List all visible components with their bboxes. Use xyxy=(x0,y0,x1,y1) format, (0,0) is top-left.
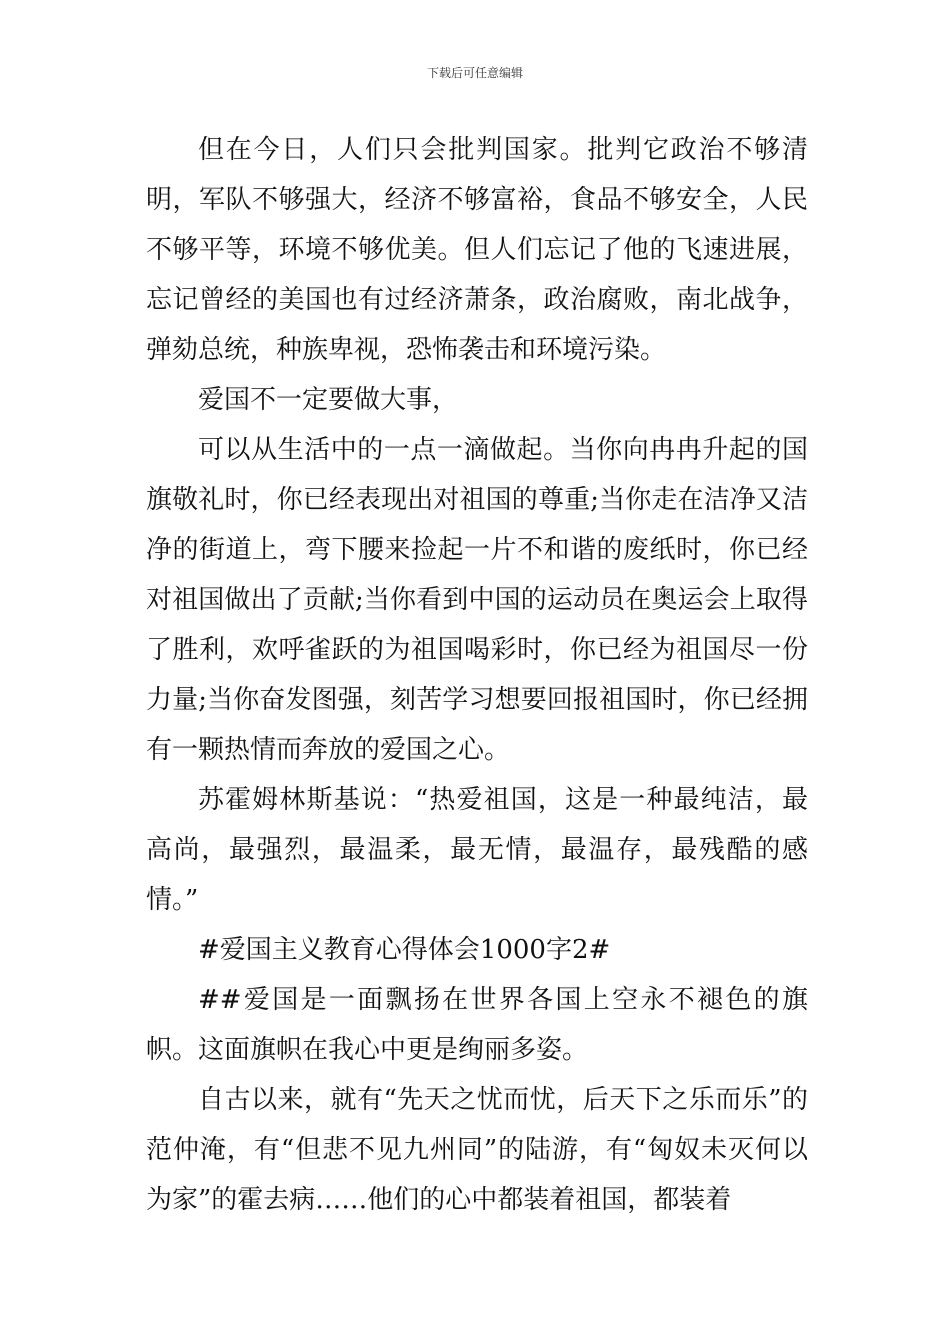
paragraph-5: ##爱国是一面飘扬在世界各国上空永不褪色的旗帜。这面旗帜在我心中更是绚丽多姿。 xyxy=(146,985,808,1065)
document-body xyxy=(146,125,808,1225)
section-heading: #爱国主义教育心得体会1000字2# xyxy=(198,935,611,965)
paragraph-3: 可以从生活中的一点一滴做起。当你向冉冉升起的国旗敬礼时，你已经表现出对祖国的尊重;当你走在洁净又洁净的街道上，弯下腰来捡起一片不和谐的废纸时，你已经对祖国做出了贡献;当你看到中国的运动员在奥运会上取得了胜利，欢呼雀跃的为祖国喝彩时，你已经为祖国尽一份力量;当你奋发图强，刻苦学习想要回报祖国时，你已经拥有一颗热情而奔放的爱国之心。 xyxy=(146,435,808,765)
paragraph-1: 但在今日，人们只会批判国家。批判它政治不够清明，军队不够强大，经济不够富裕，食品不够安全，人民不够平等，环境不够优美。但人们忘记了他的飞速进展，忘记曾经的美国也有过经济萧条，政治腐败，南北战争，弹劾总统，种族卑视，恐怖袭击和环境污染。 xyxy=(146,135,808,365)
paragraph-2: 爱国不一定要做大事， xyxy=(198,385,459,415)
page-header: 下载后可任意编辑 xyxy=(426,66,523,80)
paragraph-4-quote: 苏霍姆林斯基说：“热爱祖国，这是一种最纯洁，最高尚，最强烈，最温柔，最无情，最温存，最残酷的感情。” xyxy=(146,785,808,915)
paragraph-6: 自古以来，就有“先天之忧而忧，后天下之乐而乐”的范仲淹，有“但悲不见九州同”的陆游，有“匈奴未灭何以为家”的霍去病……他们的心中都装着祖国，都装着 xyxy=(146,1085,808,1215)
